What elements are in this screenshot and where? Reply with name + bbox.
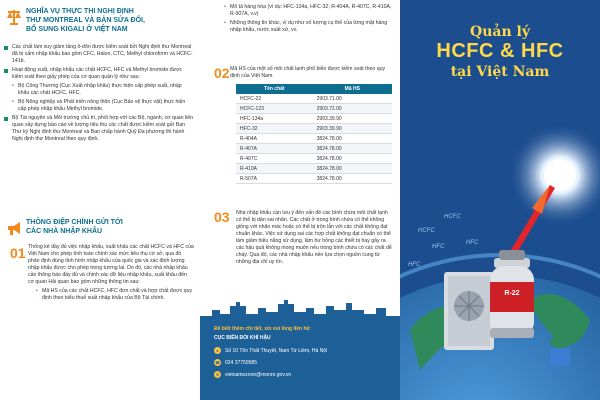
message-1 — [28, 244, 194, 304]
contact-email-row — [214, 371, 291, 378]
section-number: 01 — [10, 245, 26, 261]
sun — [544, 159, 576, 191]
hs-code-table — [236, 84, 392, 184]
message-2-text: Mã HS của một số môi chất lạnh phổ biến được kiểm soát theo quy định của Việt Nam. — [230, 66, 386, 80]
contact-phone-row — [214, 359, 257, 366]
floating-label: HFC — [432, 244, 445, 250]
contact-address-row — [214, 347, 327, 354]
message-1-text: Thống kê đầy đủ việc nhập khẩu, xuất khẩu các chất HCFC và HFC của Việt Nam cho phép tính toán chính xác mức tiêu thụ cơ sở, qua đó phân định đúng tỉnh hình nhập khẩu của quốc gia và xác định lượng nhập khẩu được cho phép trong tương lai. Do đó, các nhà nhập khẩu cần thông báo đầy đủ và chính xác dữ liệu nhập khẩu, xuất khẩu đến cơ quan Hải quan bao gồm những thông tin sau: — [28, 244, 194, 286]
air-conditioner-unit — [444, 272, 494, 350]
contact-intro: Để biết thêm chi tiết, xin vui lòng liên hệ: — [214, 326, 311, 332]
table-row: HFC-134a 2903.39.90 — [236, 114, 392, 124]
panel-obligations — [0, 0, 200, 400]
section-heading-messages: THÔNG ĐIỆP CHÍNH GỬI TỚI CÁC NHÀ NHẬP KHẨU — [26, 219, 123, 235]
column-header: Tên chất — [236, 84, 313, 94]
message-3-text: Nhà nhập khẩu cần lưu ý đến vấn đề các bình chứa môi chất lạnh có thể bị dán sai nhãn. Các chất ở trong bình chứa có thể không giống với nhãn mác hoặc có thể bị trộn lẫn với các chất không đạt chuẩn khác. Việc sử dụng sai các hợp chất không đạt chuẩn có thể làm giảm hiệu năng sử dụng, làm hư hỏng các thiết bị hay gây ra các hậu quả không mong muốn nếu trong bình chứa có các chất dễ cháy. Qua đó, các nhà nhập khẩu nên lựa chọn nguồn cung từ những địa chỉ uy tín. — [236, 210, 392, 266]
scales-icon — [6, 8, 22, 26]
cover-title-line3: tại Việt Nam — [450, 64, 550, 80]
contact-email: vietnamozone@monre.gov.vn — [225, 371, 292, 378]
floating-label: HCFC — [418, 228, 435, 234]
floating-label: HFC — [466, 240, 479, 246]
plant-pot — [550, 348, 570, 366]
contact-box — [200, 322, 400, 400]
cover-title-line1: Quản lý — [470, 24, 530, 40]
table-row: R-407C 3824.78.00 — [236, 154, 392, 164]
list-item: Các chất làm suy giảm tầng ô-dôn được kiểm soát bởi Nghị định thư Montreal đã bị cấm nhập khẩu bao gồm CFC, Halon, CTC, Methyl chloroform và HCFC-141b. — [4, 44, 194, 65]
contact-organization: CỤC BIẾN ĐỔI KHÍ HẬU — [214, 335, 271, 341]
list-item: Hoạt động xuất, nhập khẩu các chất HCFC, HFC và Methyl bromide được kiểm soát theo giấy phép của cơ quan quản lý như sau: — [4, 67, 194, 81]
contact-address: Số 10 Tôn Thất Thuyết, Nam Từ Liêm, Hà Nội — [225, 347, 328, 354]
section-number: 03 — [214, 209, 230, 225]
table-row: R-410A 3824.78.00 — [236, 164, 392, 174]
section-number: 02 — [214, 65, 230, 81]
sub-list-item: • Mã HS của các chất HCFC, HFC đơn chất và hợp chất được quy định theo biểu thuế xuất nhập khẩu của Bộ Tài chính. — [28, 288, 194, 302]
section-heading-obligations: NGHĨA VỤ THỰC THI NGHỊ ĐỊNH THƯ MONTREAL VÀ BẢN SỬA ĐỔI, BỔ SUNG KIGALI Ở VIỆT NAM — [26, 8, 145, 33]
canister-label: R-22 — [504, 290, 520, 297]
table-row: R-404A 3824.78.00 — [236, 134, 392, 144]
contact-phone: 024 37759585 — [225, 359, 257, 366]
sub-list-item: • Những thông tin khác, ví dụ như số lượng cụ thể của từng mặt hàng nhập khẩu, nước xuất xứ, vv. — [216, 20, 394, 34]
table-row: R-507A 3824.78.00 — [236, 174, 392, 184]
megaphone-icon — [6, 220, 22, 236]
column-header: Mã HS — [313, 84, 392, 94]
floating-label: HFC — [408, 262, 421, 268]
location-pin-icon: ● — [214, 347, 221, 354]
obligations-list — [4, 44, 194, 145]
sub-list-item: • Bộ Công Thương (Cục Xuất nhập khẩu) thực hiện cấp phép xuất, nhập khẩu các chất HCFC, HFC. — [4, 83, 194, 97]
panel-messages — [200, 0, 400, 400]
city-skyline-illustration — [200, 298, 400, 324]
panel-cover — [400, 0, 600, 400]
table-row: HFC-32 2903.39.90 — [236, 124, 392, 134]
list-item: Bộ Tài nguyên và Môi trường chủ trì, phối hợp với các Bộ, ngành, cơ quan liên quan xây dựng báo cáo về lượng tiêu thụ các chất được kiểm soát gửi Ban Thư ký Nghị định thư Montreal và Ban chấp hành Quỹ Đa phương thi hành Nghị định thư Montreal theo quy định. — [4, 115, 194, 143]
table-row: HCFC-123 2903.72.00 — [236, 104, 392, 114]
cover-title-line2: HCFC & HFC — [436, 40, 564, 62]
table-row: R-407A 3824.78.00 — [236, 144, 392, 154]
floating-label: HCFC — [444, 214, 461, 220]
sub-list-item: • Mô tả hàng hóa (ví dụ: HFC-134a, HFC-32, R-404A, R-407C, R-410A, R-507A, v.v) — [216, 4, 394, 18]
message-1-continued — [216, 4, 394, 36]
table-row: HCFC-22 2903.71.00 — [236, 94, 392, 104]
phone-icon: ☎ — [215, 360, 220, 365]
plant-leaves — [550, 336, 570, 348]
sub-list-item: • Bộ Nông nghiệp và Phát triển nông thôn (Cục Bảo vệ thực vật) thực hiện cấp phép nhập khẩu Methyl bromide. — [4, 99, 194, 113]
email-icon: ✉ — [215, 372, 220, 377]
